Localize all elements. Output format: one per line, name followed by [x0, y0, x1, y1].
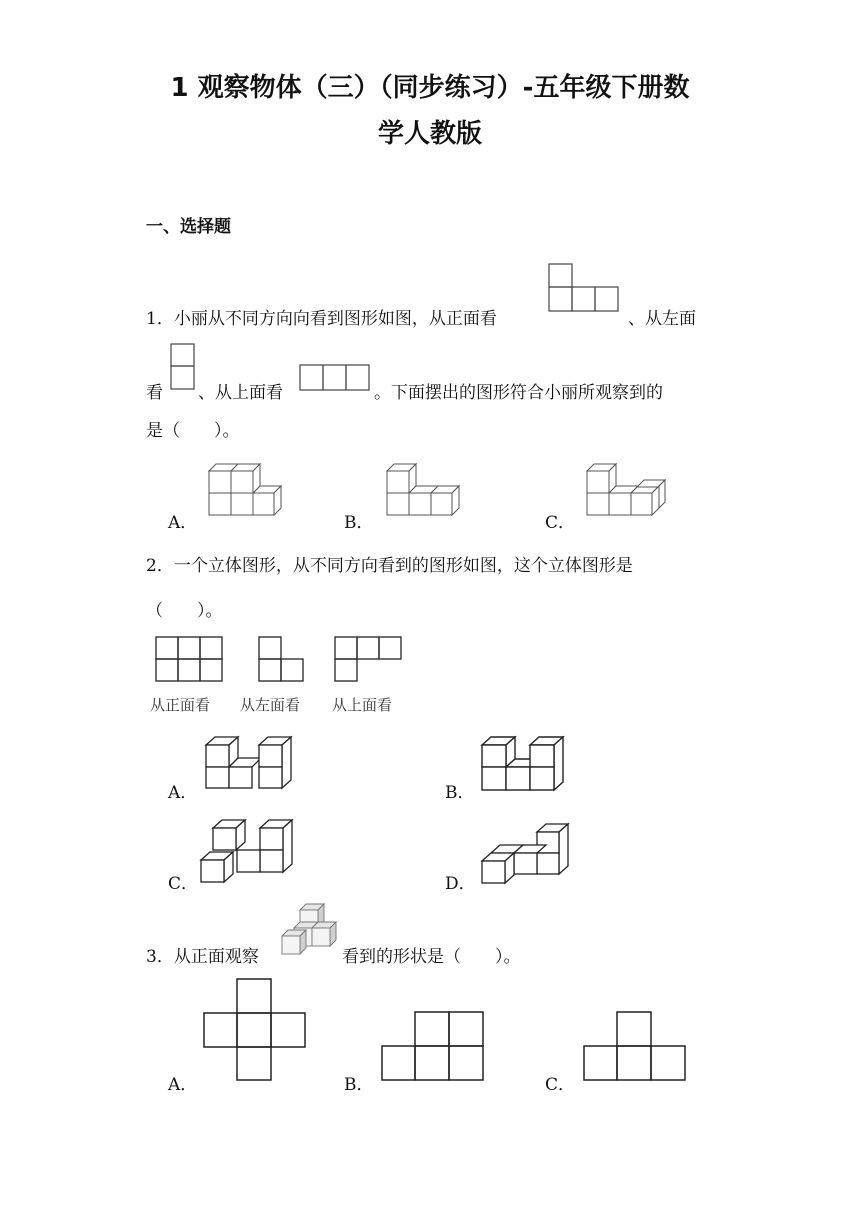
- q2-caption-left: 从左面看: [240, 696, 301, 714]
- q2-left-view-figure: [258, 636, 304, 682]
- q2-option-d-label: D．: [445, 874, 476, 894]
- q1-left-view-figure: [170, 343, 196, 391]
- q1-front-view-figure: [548, 263, 620, 313]
- q2-option-a-label: A．: [168, 783, 198, 803]
- q2-option-c-label: C．: [168, 874, 199, 894]
- q2-caption-top: 从上面看: [332, 696, 393, 714]
- section-heading: 一、选择题: [146, 217, 231, 237]
- q3-text-part2: 看到的形状是（ ）。: [342, 947, 521, 967]
- q1-option-c-label: C．: [545, 513, 576, 533]
- q1-text-part4: 、从上面看: [198, 383, 283, 403]
- q3-option-c-label: C．: [545, 1075, 576, 1095]
- q1-option-b-label: B．: [344, 513, 374, 533]
- q2-option-c-figure[interactable]: [200, 818, 296, 884]
- q2-option-b-figure[interactable]: [481, 732, 571, 792]
- q1-text-part2: 、从左面: [628, 309, 696, 329]
- q1-text-part6: 是（ ）。: [146, 421, 240, 441]
- q3-option-c-figure[interactable]: [583, 1011, 687, 1081]
- page-title-line2: 学人教版: [377, 119, 482, 149]
- q1-text-part3: 看: [146, 383, 163, 403]
- q1-option-b-figure[interactable]: [386, 462, 462, 518]
- q1-option-a-label: A．: [168, 513, 198, 533]
- q3-text-part1: 3．从正面观察: [146, 947, 259, 967]
- q3-object-figure: [278, 902, 338, 960]
- q2-front-view-figure: [155, 636, 223, 682]
- q2-caption-front: 从正面看: [150, 696, 211, 714]
- q1-option-a-figure[interactable]: [208, 462, 284, 518]
- q1-text-part5: 。下面摆出的图形符合小丽所观察到的: [374, 383, 663, 403]
- q2-text-line1: 2．一个立体图形，从不同方向看到的图形如图，这个立体图形是: [146, 556, 633, 576]
- q3-option-a-figure[interactable]: [203, 978, 307, 1082]
- q2-text-line2: （ ）。: [146, 601, 223, 621]
- q2-option-d-figure[interactable]: [481, 822, 571, 886]
- q2-top-view-figure: [334, 636, 402, 682]
- q2-option-a-figure[interactable]: [205, 732, 293, 790]
- q3-option-a-label: A．: [168, 1075, 198, 1095]
- q1-top-view-figure: [299, 364, 371, 392]
- q2-option-b-label: B．: [445, 783, 475, 803]
- q3-option-b-label: B．: [344, 1075, 374, 1095]
- q1-option-c-figure[interactable]: [586, 462, 668, 520]
- q1-text-part1: 1．小丽从不同方向向看到图形如图，从正面看: [146, 309, 497, 329]
- page-title-line1: 1 观察物体（三）（同步练习）-五年级下册数: [170, 73, 690, 103]
- q3-option-b-figure[interactable]: [381, 1011, 485, 1081]
